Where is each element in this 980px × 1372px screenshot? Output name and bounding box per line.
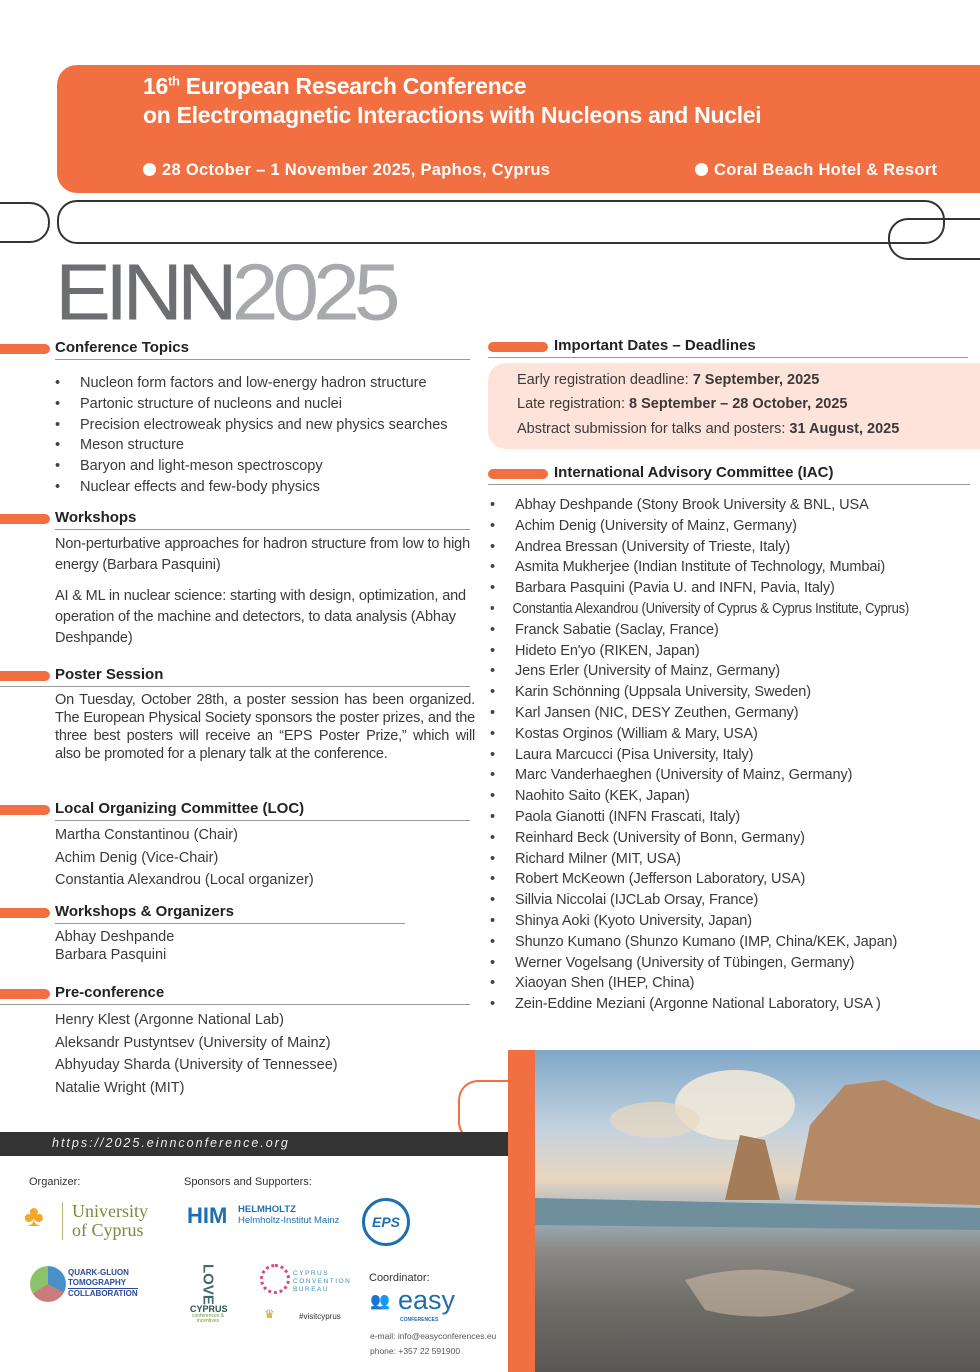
- list-item: • Laura Marcucci (Pisa University, Italy): [490, 745, 980, 766]
- abstract-submission: Abstract submission for talks and posters: 31 August, 2025: [517, 421, 900, 437]
- list-item: Henry Klest (Argonne National Lab): [55, 1012, 284, 1028]
- helmholtz-logo: HELMHOLTZ Helmholtz-Institut Mainz: [238, 1204, 340, 1226]
- easy-conferences-sub: CONFERENCES: [400, 1317, 439, 1323]
- pre-conference-list: [55, 1009, 338, 1099]
- important-dates-box: [488, 363, 980, 449]
- late-registration: Late registration: 8 September – 28 October, 2025: [517, 396, 848, 412]
- list-item: • Shinya Aoki (Kyoto University, Japan): [490, 911, 980, 932]
- list-item: • Baryon and light-meson spectroscopy: [55, 456, 475, 477]
- organizers-list: [55, 928, 174, 964]
- easy-conferences-logo: easy: [398, 1285, 456, 1315]
- list-item: Constantia Alexandrou (Local organizer): [55, 872, 314, 888]
- section-conference-topics: Conference Topics: [0, 338, 470, 360]
- section-poster-session: Poster Session: [0, 665, 470, 687]
- cyprus-emblem-icon: ♛: [264, 1307, 275, 1321]
- list-item: • Kostas Orginos (William & Mary, USA): [490, 724, 980, 745]
- list-item: • Shunzo Kumano (Shunzo Kumano (IMP, China/KEK, Japan): [490, 932, 980, 953]
- convention-bureau-icon: [260, 1264, 290, 1294]
- list-item: • Barbara Pasquini (Pavia U. and INFN, Pavia, Italy): [490, 578, 980, 599]
- list-item: • Jens Erler (University of Mainz, Germany): [490, 661, 980, 682]
- list-item: • Nuclear effects and few-body physics: [55, 477, 475, 498]
- decorative-pill: [57, 200, 945, 244]
- convention-bureau-logo: CYPRUS CONVENTION BUREAU: [293, 1270, 352, 1293]
- venue: Coral Beach Hotel & Resort: [695, 161, 937, 180]
- list-item: Achim Denig (Vice-Chair): [55, 849, 219, 866]
- eps-logo: EPS: [362, 1198, 410, 1246]
- list-item: • Abhay Deshpande (Stony Brook University & BNL, USA: [490, 495, 980, 516]
- list-item: Martha Constantinou (Chair): [55, 827, 238, 843]
- list-item: Abhyuday Sharda (University of Tennessee): [55, 1057, 338, 1073]
- list-item: • Andrea Bressan (University of Trieste, Italy): [490, 537, 980, 558]
- list-item: • Zein-Eddine Meziani (Argonne National Laboratory, USA ): [490, 994, 980, 1015]
- list-item: • Partonic structure of nucleons and nuclei: [55, 394, 475, 415]
- coastline-photo: [535, 1050, 980, 1372]
- list-item: • Karin Schönning (Uppsala University, Sweden): [490, 682, 980, 703]
- list-item: Aleksandr Pustyntsev (University of Mainz): [55, 1034, 331, 1051]
- section-important-dates: Important Dates – Deadlines: [488, 336, 968, 358]
- coordinator-phone: phone: +357 22 591900: [370, 1346, 461, 1356]
- list-item: Abhay Deshpande: [55, 929, 175, 945]
- section-pre-conference: Pre-conference: [0, 983, 470, 1005]
- list-item: Barbara Pasquini: [55, 947, 167, 963]
- topics-list: [55, 373, 475, 498]
- qgt-logo-icon: [30, 1266, 66, 1302]
- header-banner: [57, 65, 980, 193]
- university-of-cyprus-logo: ♣ University of Cyprus: [24, 1200, 148, 1240]
- visit-cyprus: #visitcyprus: [299, 1312, 341, 1321]
- tree-icon: ♣: [24, 1200, 44, 1233]
- list-item: • Werner Vogelsang (University of Tübingen, Germany): [490, 953, 980, 974]
- workshop-2: AI & ML in nuclear science: starting with design, optimization, and operation of the machine and detectors, to data analysis (Abhay Deshpande): [55, 588, 466, 646]
- loc-list: [55, 824, 314, 892]
- bullet-icon: [143, 163, 156, 176]
- organizer-label: Organizer:: [29, 1176, 81, 1188]
- list-item: • Xiaoyan Shen (IHEP, China): [490, 973, 980, 994]
- list-item: • Robert McKeown (Jefferson Laboratory, USA): [490, 869, 980, 890]
- coordinator-email[interactable]: e-mail: info@easyconferences.eu: [370, 1331, 497, 1341]
- list-item: • Marc Vanderhaeghen (University of Mainz, Germany): [490, 765, 980, 786]
- conference-title-line1: 16th European Research Conference: [143, 73, 527, 99]
- section-loc: Local Organizing Committee (LOC): [0, 799, 470, 821]
- decorative-pill: [0, 202, 50, 243]
- list-item: Natalie Wright (MIT): [55, 1079, 185, 1096]
- decorative-pill: [888, 218, 980, 260]
- list-item: • Achim Denig (University of Mainz, Germany): [490, 516, 980, 537]
- date-place: 28 October – 1 November 2025, Paphos, Cyprus: [143, 161, 550, 180]
- people-icon: 👥: [370, 1293, 390, 1310]
- poster-text: On Tuesday, October 28th, a poster session has been organized. The European Physical Society sponsors the poster prizes, and the three best posters will receive an “EPS Poster Prize,” which will also be promoted for a plenary talk at the conference.: [55, 692, 475, 762]
- early-registration: Early registration deadline: 7 September, 2025: [517, 372, 820, 388]
- website-bar: [0, 1132, 508, 1156]
- list-item: • Franck Sabatie (Saclay, France): [490, 620, 980, 641]
- list-item: • Hideto En'yo (RIKEN, Japan): [490, 641, 980, 662]
- workshop-1: Non-perturbative approaches for hadron structure from low to high energy (Barbara Pasquini): [55, 536, 470, 573]
- list-item: • Asmita Mukherjee (Indian Institute of Technology, Mumbai): [490, 557, 980, 578]
- love-cyprus-logo: LOVE CYPRUS conferences & incentives: [190, 1264, 228, 1324]
- conference-title-line2: on Electromagnetic Interactions with Nucleons and Nuclei: [143, 102, 762, 128]
- website-link[interactable]: https://2025.einnconference.org: [52, 1136, 290, 1150]
- section-workshops-organizers: Workshops & Organizers: [0, 902, 405, 924]
- section-iac: International Advisory Committee (IAC): [488, 463, 970, 485]
- sponsors-label: Sponsors and Supporters:: [184, 1176, 312, 1188]
- list-item: • Reinhard Beck (University of Bonn, Germany): [490, 828, 980, 849]
- list-item: • Constantia Alexandrou (University of Cyprus & Cyprus Institute, Cyprus): [490, 599, 931, 620]
- list-item: • Nucleon form factors and low-energy hadron structure: [55, 373, 475, 394]
- section-workshops: Workshops: [0, 508, 470, 530]
- bullet-icon: [695, 163, 708, 176]
- list-item: • Karl Jansen (NIC, DESY Zeuthen, Germany): [490, 703, 980, 724]
- list-item: • Meson structure: [55, 435, 475, 456]
- list-item: • Paola Gianotti (INFN Frascati, Italy): [490, 807, 980, 828]
- einn2025-logo: EINN2025: [55, 247, 395, 337]
- qgt-logo: QUARK-GLUON TOMOGRAPHY COLLABORATION: [68, 1268, 138, 1298]
- list-item: • Naohito Saito (KEK, Japan): [490, 786, 980, 807]
- him-logo: HIM: [187, 1203, 228, 1228]
- list-item: • Richard Milner (MIT, USA): [490, 849, 980, 870]
- list-item: • Precision electroweak physics and new physics searches: [55, 415, 475, 436]
- coordinator-label: Coordinator:: [369, 1272, 430, 1284]
- list-item: • Sillvia Niccolai (IJCLab Orsay, France): [490, 890, 980, 911]
- iac-list: [490, 495, 980, 1015]
